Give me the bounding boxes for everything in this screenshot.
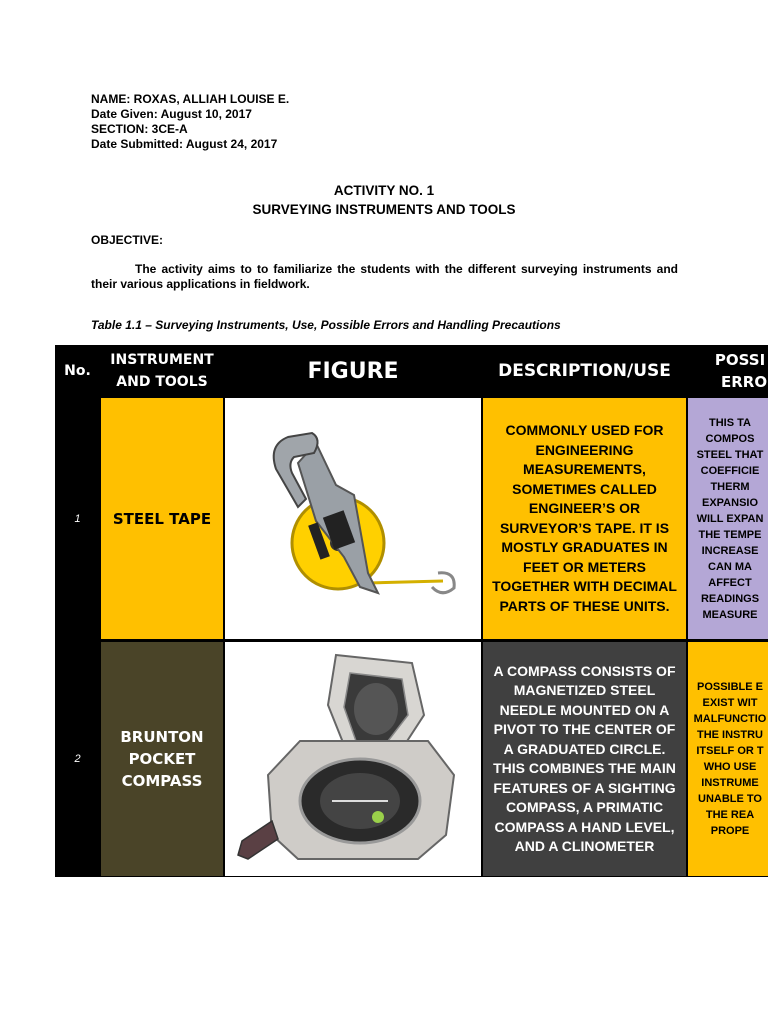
row-2-error-line: ITSELF OR T [696, 745, 764, 757]
row-1-error-line: STEEL THAT [696, 448, 764, 461]
row-1-error-line: COEFFICIE [700, 464, 760, 477]
row-2-error-line: POSSIBLE E [696, 681, 764, 693]
row-2-errors [687, 641, 768, 877]
row-1-error-line: THERM [710, 480, 750, 493]
row-2-instrument-line: BRUNTON [120, 728, 204, 746]
row-2-error-line: THE REA [705, 809, 755, 821]
header-figure: FIGURE [224, 345, 482, 397]
row-1-number: 1 [55, 397, 100, 640]
activity-title: SURVEYING INSTRUMENTS AND TOOLS [252, 202, 516, 217]
row-1-error-line: EXPANSIO [701, 496, 759, 509]
row-1-error-line: READINGS [700, 592, 760, 605]
row-2-instrument [100, 641, 224, 877]
header-description: DESCRIPTION/USE [482, 345, 687, 397]
student-info [91, 92, 289, 152]
row-2-number: 2 [55, 641, 100, 877]
row-2-instrument-line: COMPASS [121, 772, 203, 790]
instruments-table [55, 345, 768, 877]
header-errors-line2: ERRO [721, 373, 768, 391]
header-instrument-line1: INSTRUMENT [110, 352, 214, 368]
row-1-instrument: STEEL TAPE [100, 397, 224, 640]
student-name: NAME: ROXAS, ALLIAH LOUISE E. [91, 92, 290, 106]
row-2-error-line: THE INSTRU [697, 729, 763, 741]
date-given: Date Given: August 10, 2017 [91, 107, 252, 121]
row-1-error-line: THE TEMPE [698, 528, 762, 541]
row-1-error-line: THIS TA [709, 416, 751, 429]
row-2-description: A COMPASS CONSISTS OF MAGNETIZED STEEL NEEDLE MOUNTED ON A PIVOT TO THE CENTER OF A GRADUATED CIRCLE. THIS COMBINES THE MAIN FEATURES OF A SIGHTING COMPASS, A PRIMATIC COMPASS A HAND LEVEL, AND A CLINOMETER [482, 641, 687, 877]
header-errors-line1: POSSI [714, 351, 766, 369]
date-submitted: Date Submitted: August 24, 2017 [91, 137, 278, 151]
section: SECTION: 3CE-A [91, 122, 188, 136]
brunton-compass-icon [228, 645, 478, 873]
row-1-error-line: CAN MA [708, 560, 752, 573]
header-instrument [100, 345, 224, 397]
row-1-error-line: WILL EXPAN [696, 512, 764, 525]
row-1-description: COMMONLY USED FOR ENGINEERING MEASUREMENTS, SOMETIMES CALLED ENGINEER’S OR SURVEYOR’S TAPE. IT IS MOSTLY GRADUATES IN FEET OR METERS TOGETHER WITH DECIMAL PARTS OF THESE UNITS. [482, 397, 687, 640]
row-2-error-line: UNABLE TO [698, 793, 762, 805]
header-no: No. [55, 345, 100, 397]
row-2-error-line: MALFUNCTIO [693, 713, 767, 725]
row-2-error-line: PROPE [710, 825, 750, 837]
row-2-error-line: WHO USE [703, 761, 757, 773]
steel-tape-icon [228, 403, 478, 635]
row-2-instrument-line: POCKET [128, 750, 196, 768]
row-2-error-line: INSTRUME [701, 777, 759, 789]
objective-text: The activity aims to to familiarize the students with the different surveying instruments and their various applications in fieldwork. [91, 262, 678, 291]
row-1-error-line: COMPOS [705, 432, 755, 445]
row-1-errors [687, 397, 768, 640]
table-caption: Table 1.1 – Surveying Instruments, Use, Possible Errors and Handling Precautions [91, 318, 561, 332]
row-1-error-line: AFFECT [708, 576, 752, 589]
objective-heading: OBJECTIVE: [91, 233, 164, 247]
brunton-compass-image [224, 641, 482, 877]
row-1-error-line: INCREASE [701, 544, 759, 557]
header-errors [687, 345, 768, 397]
activity-number: ACTIVITY NO. 1 [333, 183, 435, 198]
steel-tape-image [224, 397, 482, 640]
header-instrument-line2: AND TOOLS [116, 374, 208, 390]
row-1-error-line: MEASURE [702, 608, 758, 621]
row-2-error-line: EXIST WIT [702, 697, 758, 709]
